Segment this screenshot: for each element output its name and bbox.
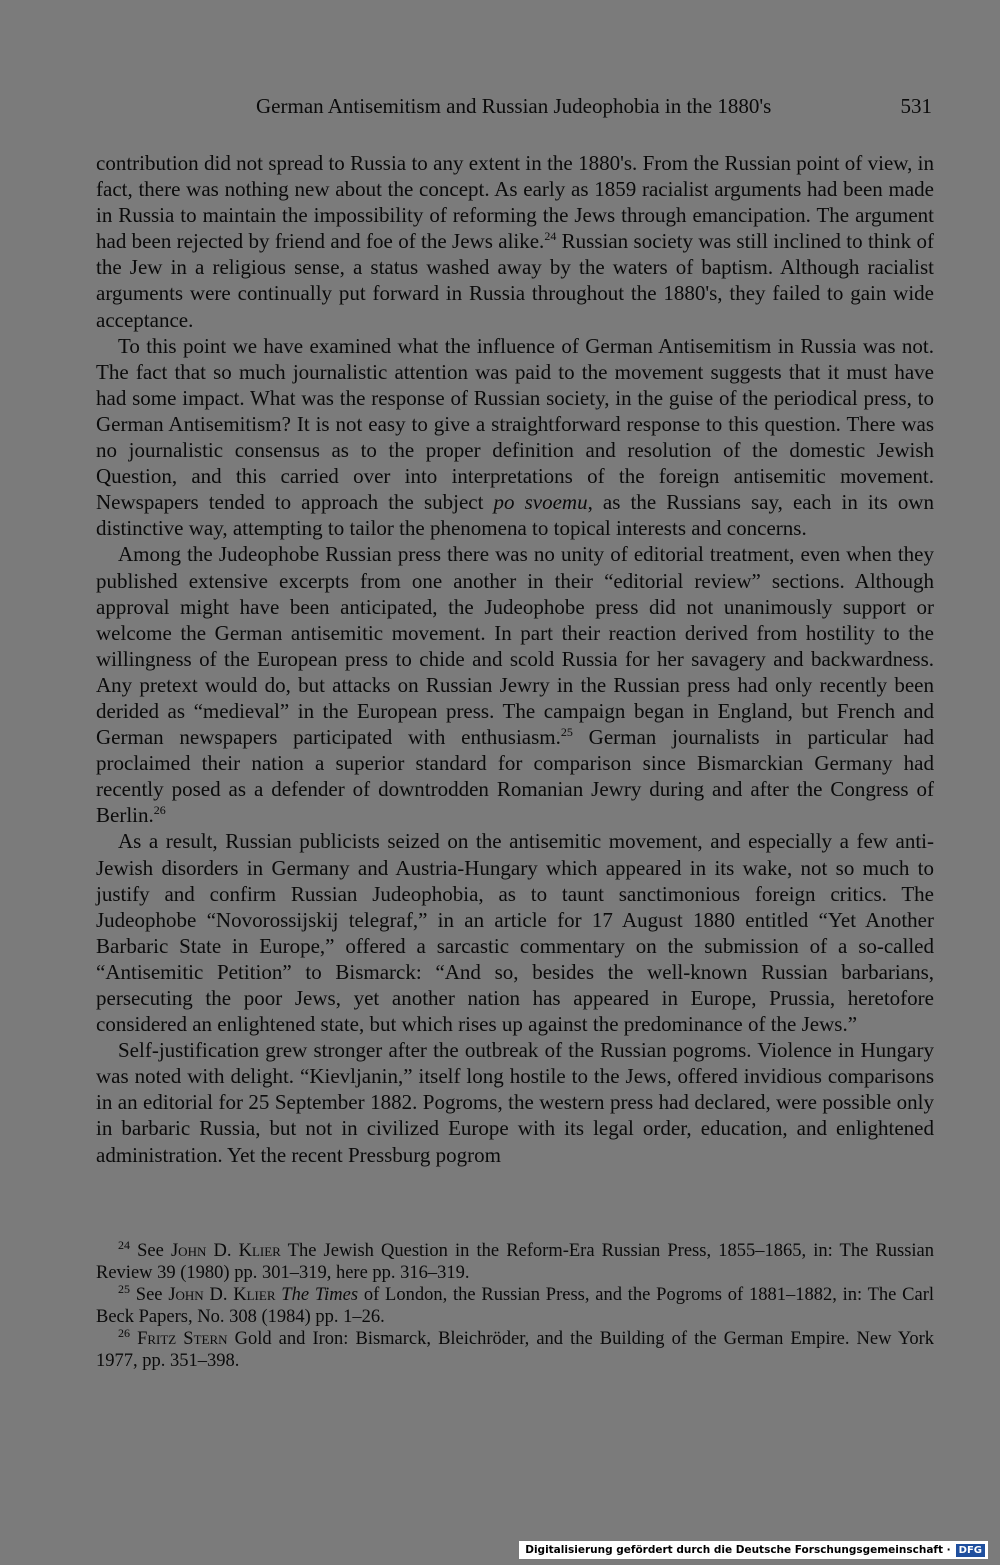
paragraph-2-text-b: , as the Russians say, each in its own distinctive way, attempting to tailor the phenomena to topical interests and concerns.	[96, 490, 934, 541]
digitization-banner	[519, 1541, 988, 1559]
paragraph-5: Self-justification grew stronger after the outbreak of the Russian pogroms. Violence in Hungary was noted with delight. “Kievljanin,” itself long hostile to the Jews, offered invidious comparisons in an editorial for 25 September 1882. Pogroms, the western press had declared, were possible only in barbaric Russia, but not in civilized Europe with its legal order, education, and enlightened administration. Yet the recent Pressburg pogrom	[96, 1038, 934, 1167]
paragraph-2	[96, 333, 934, 542]
footnote-text: of London, the Russian Press, and the Pogroms of 1881–1882, in: The Carl Beck Papers, No. 308 (1984) pp. 1–26.	[96, 1285, 935, 1327]
footnote-italic-title: The Times	[281, 1285, 359, 1305]
footnote-25	[96, 1281, 935, 1328]
footnote-24	[96, 1237, 935, 1284]
footnote-26	[96, 1325, 934, 1372]
footnote-author: Fritz Stern	[137, 1329, 228, 1349]
paragraph-4: As a result, Russian publicists seized on the antisemitic movement, and especially a few anti-Jewish disorders in Germany and Austria-Hungary which appeared in its wake, not so much to justify and confirm Russian Judeophobia, as to taunt sanctimonious foreign critics. The Judeophobe “Novorossijskij telegraf,” in an article for 17 August 1880 entitled “Yet Another Barbaric State in Europe,” offered a sarcastic commentary on the submission of a so-called “Antisemitic Petition” to Bismarck: “And so, besides the well-known Russian barbarians, persecuting the poor Jews, yet another nation has appeared in Europe, Prussia, heretofore considered an enlightened state, but which rises up against the predominance of the Jews.”	[96, 829, 934, 1037]
footnote-author: John D. Klier	[168, 1285, 276, 1305]
banner-text: Digitalisierung gefördert durch die Deutsche Forschungsgemeinschaft ·	[525, 1544, 951, 1556]
running-title: German Antisemitism and Russian Judeophobia in the 1880's	[256, 94, 772, 118]
paragraph-3-text-a: Among the Judeophobe Russian press there was no unity of editorial treatment, even when they published extensive excerpts from one another in their “editorial review” sections. Although approval might have been anticipated, the Judeophobe press did not unanimously support or welcome the German antisemitic movement. In part their reaction derived from hostility to the willingness of the European press to chide and scold Russia for her savagery and backwardness. Any pretext would do, but attacks on Russian Jewry in the Russian press had only recently been derided as “medieval” in the European press. The campaign began in England, but French and German newspapers participated with enthusiasm.	[96, 542, 934, 750]
footnote-number: 24	[118, 1237, 130, 1252]
footnote-text: Gold and Iron: Bismarck, Bleichröder, and the Building of the German Empire. New York 1977, pp. 351–398.	[96, 1329, 934, 1371]
running-head	[96, 94, 934, 124]
footnote-author: John D. Klier	[170, 1241, 281, 1261]
footnote-ref-26: 26	[153, 803, 166, 818]
paragraph-2-italic: po svoemu	[493, 490, 588, 515]
paragraph-1	[96, 150, 934, 333]
body-text	[96, 150, 934, 1168]
page-number: 531	[900, 94, 932, 118]
footnote-text: The Jewish Question in the Reform-Era Russian Press, 1855–1865, in: The Russian Review 39 (1980) pp. 301–319, here pp. 316–319.	[96, 1241, 935, 1283]
paragraph-3-text-b: German journalists in particular had proclaimed their nation a superior standard for comparison since Bismarckian Germany had recently posed as a defender of downtrodden Romanian Jewry during and after the Congress of Berlin.	[96, 725, 934, 828]
footnote-number: 26	[118, 1325, 130, 1340]
footnote-ref-25: 25	[560, 725, 573, 740]
paragraph-1-text-a: contribution did not spread to Russia to any extent in the 1880's. From the Russian point of view, in fact, there was nothing new about the concept. As early as 1859 racialist arguments had been made in Russia to maintain the impossibility of reforming the Jews through emancipation. The argument had been rejected by friend and foe of the Jews alike.	[96, 151, 934, 254]
paragraph-1-text-b: Russian society was still inclined to think of the Jew in a religious sense, a status washed away by the waters of baptism. Although racialist arguments were continually put forward in Russia throughout the 1880's, they failed to gain wide acceptance.	[96, 229, 934, 332]
footnote-prefix: See	[130, 1285, 169, 1305]
paragraph-2-text-a: To this point we have examined what the influence of German Antisemitism in Russia was not. The fact that so much journalistic attention was paid to the movement suggests that it must have had some impact. What was the response of Russian society, in the guise of the periodical press, to German Antisemitism? It is not easy to give a straightforward response to this question. There was no journalistic consensus as to the proper definition and resolution of the domestic Jewish Question, and this carried over into interpretations of the foreign antisemitic movement. Newspapers tended to approach the subject	[96, 333, 934, 515]
dfg-logo-icon: DFG	[956, 1544, 985, 1557]
footnote-number: 25	[118, 1281, 130, 1296]
footnote-ref-24: 24	[544, 229, 557, 244]
footnote-prefix: See	[130, 1241, 171, 1261]
paragraph-3	[96, 541, 934, 828]
footnotes	[96, 1237, 935, 1372]
